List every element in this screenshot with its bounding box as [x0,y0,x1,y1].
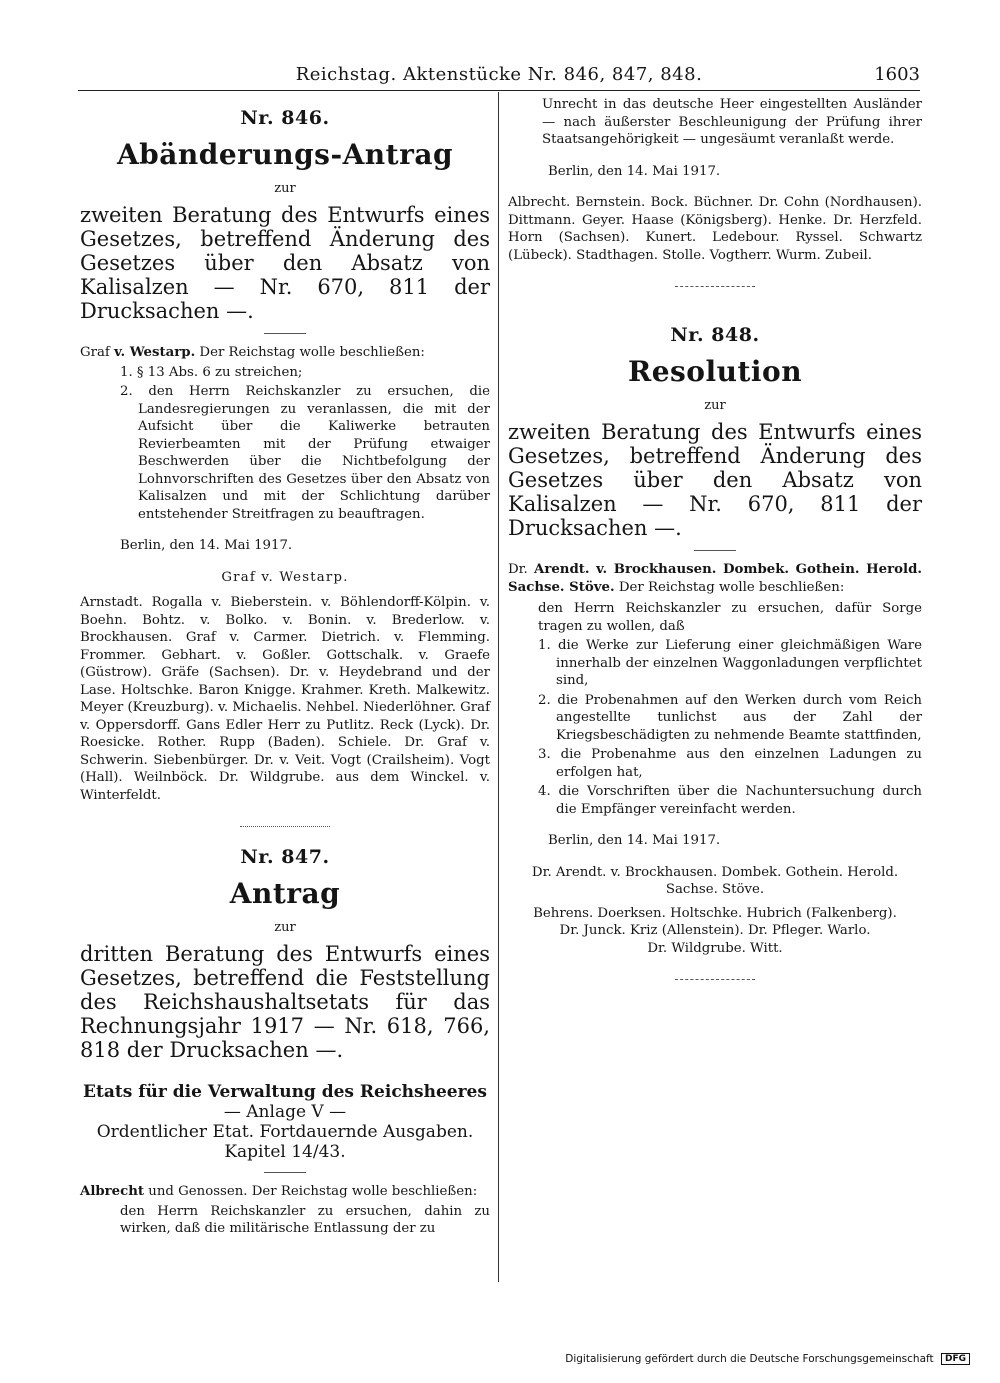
separator-rule [694,550,736,551]
document-847-continued [508,96,922,264]
doc848-motion-intro [508,561,922,596]
document-848 [508,324,922,980]
doc848-zur: zur [704,397,726,413]
doc847-zur: zur [274,919,296,935]
doc848-items [508,637,922,818]
doc848-intro-prefix: Dr. [508,562,534,577]
doc846-motion-intro [80,344,490,362]
doc846-title: Abänderungs-Antrag [116,137,454,171]
doc847-section-heading [80,1082,490,1162]
separator-rule [264,333,306,334]
doc848-lead: den Herrn Reichskanzler zu ersuchen, dafür Sorge tragen zu wollen, daß [538,601,922,634]
doc848-number: Nr. 848. [670,324,760,346]
page-header [78,62,920,91]
doc848-cosigners [508,905,922,958]
doc848-movers: Arendt. v. Brockhausen. Dombek. Gothein. Herold. Sachse. Stöve. [508,562,922,595]
doc846-subject: zweiten Beratung des Entwurfs eines Gesetzes, betreffend Änderung des Gesetzes über den Absatz von Kalisalzen — Nr. 670, 811 der Drucksachen —. [80,203,490,323]
section-separator [675,286,755,287]
dfg-logo: DFG [941,1353,970,1365]
doc847-section-title: Etats für die Verwaltung des Reichsheeres [83,1082,487,1102]
section-separator [240,826,330,827]
doc848-signers-line-2: Sachse. Stöve. [665,882,765,897]
doc847-body: den Herrn Reichskanzler zu ersuchen, dahin zu wirken, daß die militärische Entlassung der zu [120,1203,490,1236]
document-847 [80,846,490,1238]
doc847-section-sub3: Kapitel 14/43. [224,1142,346,1162]
doc848-cosigners-line-2: Dr. Junck. Kriz (Allenstein). Dr. Pfleger. Warlo. [559,923,871,938]
funding-footer [565,1353,970,1365]
doc846-mover: v. Westarp. [114,345,196,360]
doc847-intro-text: und Genossen. Der Reichstag wolle beschließen: [144,1184,478,1199]
doc848-cosigners-line-1: Behrens. Doerksen. Holtschke. Hubrich (Falkenberg). [533,905,897,921]
doc848-intro-text: Der Reichstag wolle beschließen: [614,579,845,595]
doc847-title: Antrag [229,876,341,910]
right-column [508,96,922,1002]
column-divider [498,92,499,1282]
doc846-signer: Graf v. Westarp. [221,569,349,585]
closing-rule [675,979,755,980]
document-846 [80,107,490,804]
left-column [80,96,490,1238]
doc848-date: Berlin, den 14. Mai 1917. [548,833,721,848]
doc848-item-2: 2. die Probenahmen auf den Werken durch vom Reich angestellte tunlichst aus der Zahl der Kriegsbeschädigten zu nehmende Beamte stattfinden, [538,692,922,743]
doc848-subject: zweiten Beratung des Entwurfs eines Gesetzes, betreffend Änderung des Gesetzes über den Absatz von Kalisalzen — Nr. 670, 811 der Drucksachen —. [508,420,922,540]
doc848-item-4: 4. die Vorschriften über die Nachuntersuchung durch die Empfänger vereinfacht werden. [538,784,922,817]
doc846-zur: zur [274,180,296,196]
doc846-date: Berlin, den 14. Mai 1917. [120,538,293,553]
doc846-intro-prefix: Graf [80,345,115,360]
doc847-subject: dritten Beratung des Entwurfs eines Gesetzes, betreffend die Feststellung des Reichshaushaltsetats für das Rechnungsjahr 1917 — Nr. 618, 766, 818 der Drucksachen —. [80,942,490,1062]
doc846-number: Nr. 846. [240,107,330,129]
doc848-cosigners-line-3: Dr. Wildgrube. Witt. [647,940,783,956]
footer-text: Digitalisierung gefördert durch die Deutsche Forschungsgemeinschaft [565,1353,934,1365]
doc846-item-1: 1. § 13 Abs. 6 zu streichen; [120,364,303,380]
doc847-signers: Albrecht. Bernstein. Bock. Büchner. Dr. Cohn (Nordhausen). Dittmann. Geyer. Haase (Königsberg). Henke. Dr. Herzfeld. Horn (Sachsen). Kunert. Ledebour. Ryssel. Schwartz (Lübeck). Stadthagen. Stolle. Vogtherr. Wurm. Zubeil. [508,195,922,263]
doc847-mover: Albrecht [80,1184,145,1199]
doc848-item-3: 3. die Probenahme aus den einzelnen Ladungen zu erfolgen hat, [538,747,922,780]
doc846-item-2: 2. den Herrn Reichskanzler zu ersuchen, die Landesregierungen zu veranlassen, die mit der Aufsicht über die Kaliwerke betrauten Revierbeamten mit der Prüfung etwaiger Beschwerden über die Nichtbefolgung der Lohnvorschriften des Gesetzes über den Absatz von Kalisalzen und mit der Schlichtung darüber entstehender Streitfragen zu beauftragen. [120,384,490,522]
doc847-date: Berlin, den 14. Mai 1917. [548,163,721,179]
doc847-motion-intro [80,1183,490,1201]
doc847-section-sub2: Ordentlicher Etat. Fortdauernde Ausgaben. [96,1122,474,1142]
separator-rule [264,1172,306,1173]
doc848-signers-line-1: Dr. Arendt. v. Brockhausen. Dombek. Gothein. Herold. [531,864,899,880]
doc846-cosigners: Arnstadt. Rogalla v. Bieberstein. v. Böhlendorff-Kölpin. v. Boehn. Bohtz. v. Bolko. v. Bonin. v. Brederlow. v. Brockhausen. Graf v. Carmer. Dietrich. v. Flemming. Frommer. Gebhart. v. Goßler. Gottschalk. v. Graefe (Güstrow). Gräfe (Sachsen). Dr. v. Heydebrand und der Lase. Holtschke. Baron Knigge. Krahmer. Kreth. Malkewitz. Meyer (Kreuzburg). v. Michaelis. Nehbel. Niederlöhner. Graf v. Oppersdorff. Gans Edler Herr zu Putlitz. Reck (Lyck). Dr. Roesicke. Rother. Rupp (Baden). Schiele. Dr. Graf v. Schwerin. Siebenbürger. Dr. v. Veit. Vogt (Crailsheim). Vogt (Hall). Weilnböck. Dr. Wildgrube. aus dem Winckel. v. Winterfeldt. [80,595,490,803]
doc847-body-continued: Unrecht in das deutsche Heer eingestellten Ausländer — nach äußerster Beschleunigung der Prüfung ihrer Staatsangehörigkeit — ungesäumt veranlaßt werde. [542,97,922,147]
doc848-title: Resolution [627,354,803,388]
doc848-item-1: 1. die Werke zur Lieferung einer gleichmäßigen Ware innerhalb der einzelnen Waggonladungen verpflichtet sind, [538,638,922,688]
doc848-signers [508,864,922,899]
doc847-section-sub1: — Anlage V — [223,1102,347,1122]
running-title: Reichstag. Aktenstücke Nr. 846, 847, 848. [295,64,703,85]
page-number: 1603 [874,64,920,85]
doc846-intro-text: Der Reichstag wolle beschließen: [195,345,425,360]
doc847-number: Nr. 847. [240,846,330,868]
